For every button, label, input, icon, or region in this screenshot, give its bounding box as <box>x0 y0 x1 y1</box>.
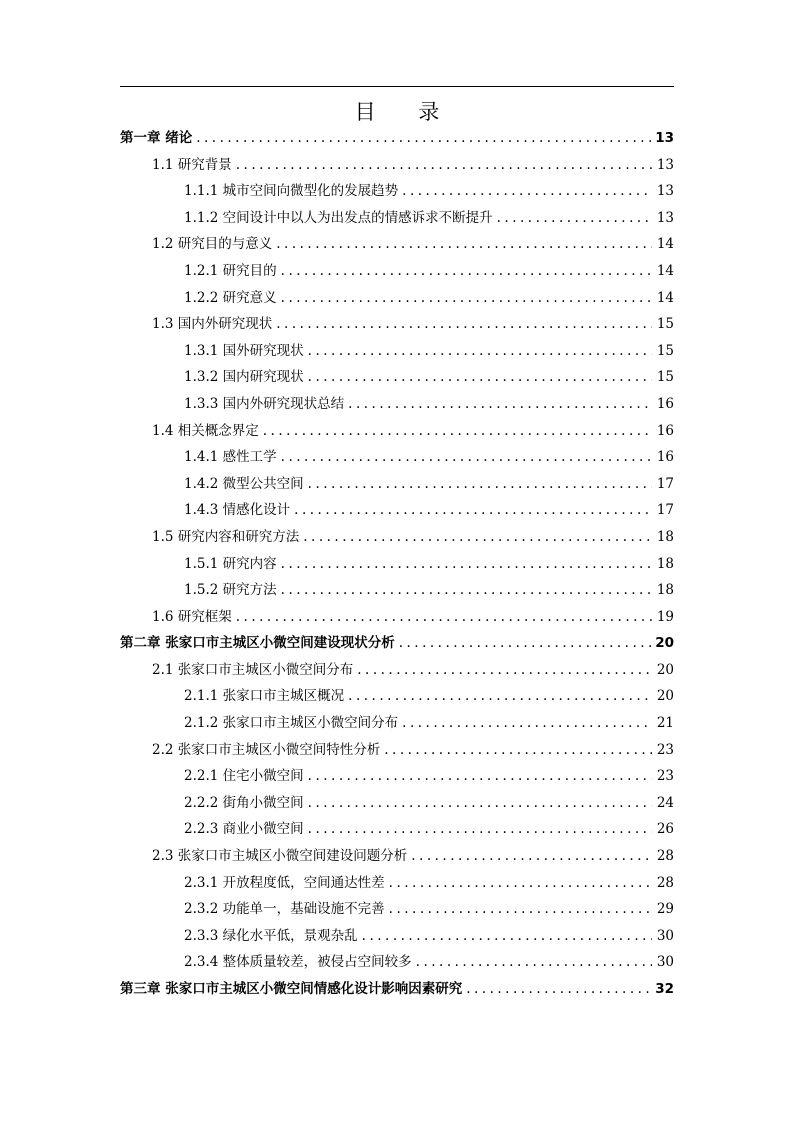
toc-page-number: 13 <box>656 156 674 173</box>
toc-page-number: 16 <box>656 395 674 412</box>
toc-leader-dots <box>357 657 652 684</box>
toc-subsection-entry[interactable] <box>120 790 674 817</box>
toc-page-number: 17 <box>656 475 674 492</box>
toc-page-number: 28 <box>656 874 674 891</box>
toc-leader-dots <box>362 923 652 950</box>
toc-subsection-entry[interactable] <box>120 710 674 737</box>
toc-entry-label: 1.2.2 研究意义 <box>184 289 277 306</box>
toc-leader-dots <box>236 152 652 179</box>
toc-subsection-entry[interactable] <box>120 285 674 312</box>
toc-entry-label: 1.1.1 城市空间向微型化的发展趋势 <box>184 183 399 200</box>
toc-entry-label: 2.3.4 整体质量较差，被侵占空间较多 <box>184 954 412 971</box>
toc-leader-dots <box>416 949 652 976</box>
toc-entry-label: 2.1.2 张家口市主城区小微空间分布 <box>184 715 399 732</box>
toc-subsection-entry[interactable] <box>120 258 674 285</box>
toc-leader-dots <box>411 843 652 870</box>
toc-page-number: 28 <box>656 848 674 865</box>
toc-subsection-entry[interactable] <box>120 949 674 976</box>
toc-entry-label: 1.4 相关概念界定 <box>152 422 259 439</box>
toc-leader-dots <box>497 205 652 232</box>
toc-entry-label: 2.2.3 商业小微空间 <box>184 821 304 838</box>
toc-leader-dots <box>294 497 652 524</box>
toc-leader-dots <box>308 471 652 498</box>
toc-entry-label: 2.2.1 住宅小微空间 <box>184 768 304 785</box>
toc-page-number: 20 <box>655 635 674 652</box>
toc-leader-dots <box>281 285 652 312</box>
toc-subsection-entry[interactable] <box>120 178 674 205</box>
toc-subsection-entry[interactable] <box>120 205 674 232</box>
toc-page-number: 14 <box>656 236 674 253</box>
toc-subsection-entry[interactable] <box>120 444 674 471</box>
toc-leader-dots <box>308 338 652 365</box>
toc-subsection-entry[interactable] <box>120 364 674 391</box>
toc-entry-label: 2.1.1 张家口市主城区概况 <box>184 688 345 705</box>
toc-leader-dots <box>308 790 652 817</box>
toc-entry-label: 2.1 张家口市主城区小微空间分布 <box>152 661 354 678</box>
toc-leader-dots <box>281 551 652 578</box>
toc-subsection-entry[interactable] <box>120 577 674 604</box>
toc-subsection-entry[interactable] <box>120 391 674 418</box>
toc-entry-label: 1.3.1 国外研究现状 <box>184 342 304 359</box>
toc-leader-dots <box>281 444 652 471</box>
toc-chapter-entry[interactable] <box>120 976 674 1003</box>
toc-entry-label: 1.6 研究框架 <box>152 608 232 625</box>
toc-leader-dots <box>308 763 652 790</box>
toc-entry-label: 1.4.2 微型公共空间 <box>184 475 304 492</box>
toc-entry-label: 2.2 张家口市主城区小微空间特性分析 <box>152 741 381 758</box>
toc-entry-label: 1.4.3 情感化设计 <box>184 502 291 519</box>
toc-subsection-entry[interactable] <box>120 551 674 578</box>
toc-subsection-entry[interactable] <box>120 870 674 897</box>
toc-page-number: 13 <box>656 183 674 200</box>
toc-page-number: 14 <box>656 262 674 279</box>
toc-page-number: 18 <box>656 528 674 545</box>
toc-chapter-entry[interactable] <box>120 630 674 657</box>
toc-leader-dots <box>466 976 651 1003</box>
toc-page-number: 19 <box>656 608 674 625</box>
toc-page-number: 16 <box>656 449 674 466</box>
toc-subsection-entry[interactable] <box>120 338 674 365</box>
toc-subsection-entry[interactable] <box>120 763 674 790</box>
toc-leader-dots <box>281 577 652 604</box>
toc-entry-label: 1.2.1 研究目的 <box>184 262 277 279</box>
toc-leader-dots <box>303 524 652 551</box>
toc-page-number: 23 <box>656 768 674 785</box>
toc-entry-label: 2.2.2 街角小微空间 <box>184 794 304 811</box>
toc-page-number: 15 <box>656 369 674 386</box>
toc-entry-label: 2.3.1 开放程度低，空间通达性差 <box>184 874 385 891</box>
toc-page-number: 15 <box>656 342 674 359</box>
toc-section-entry[interactable] <box>120 657 674 684</box>
toc-entry-label: 1.1 研究背景 <box>152 156 232 173</box>
toc-page-number: 17 <box>656 502 674 519</box>
toc-subsection-entry[interactable] <box>120 896 674 923</box>
toc-leader-dots <box>399 630 652 657</box>
toc-entry-label: 2.3.2 功能单一，基础设施不完善 <box>184 901 385 918</box>
toc-leader-dots <box>276 311 652 338</box>
toc-page-number: 20 <box>656 661 674 678</box>
header-rule <box>120 86 674 87</box>
toc-entry-label: 1.5.2 研究方法 <box>184 582 277 599</box>
toc-page-number: 23 <box>656 741 674 758</box>
toc-page-number: 13 <box>655 130 674 146</box>
toc-page-number: 30 <box>656 927 674 944</box>
toc-leader-dots <box>389 896 652 923</box>
toc-section-entry[interactable] <box>120 152 674 179</box>
toc-page-number: 30 <box>656 954 674 971</box>
toc-section-entry[interactable] <box>120 418 674 445</box>
toc-page-number: 20 <box>656 688 674 705</box>
toc-section-entry[interactable] <box>120 843 674 870</box>
toc-page-number: 26 <box>656 821 674 838</box>
toc-page-number: 15 <box>656 316 674 333</box>
toc-leader-dots <box>263 418 652 445</box>
toc-entry-label: 2.3 张家口市主城区小微空间建设问题分析 <box>152 848 408 865</box>
toc-section-entry[interactable] <box>120 231 674 258</box>
toc-section-entry[interactable] <box>120 524 674 551</box>
toc-subsection-entry[interactable] <box>120 816 674 843</box>
toc-page-number: 18 <box>656 582 674 599</box>
toc-entry-label: 1.5 研究内容和研究方法 <box>152 528 300 545</box>
toc-page-number: 16 <box>656 422 674 439</box>
toc-entry-label: 1.5.1 研究内容 <box>184 555 277 572</box>
toc-leader-dots <box>402 178 652 205</box>
toc-leader-dots <box>308 364 652 391</box>
toc-page-number: 32 <box>655 981 674 997</box>
toc-entry-label: 第一章 绪论 <box>120 130 193 146</box>
toc-subsection-entry[interactable] <box>120 497 674 524</box>
toc-leader-dots <box>276 231 652 258</box>
toc-leader-dots <box>389 870 652 897</box>
table-of-contents <box>120 125 674 1003</box>
toc-leader-dots <box>348 391 652 418</box>
toc-page-number: 29 <box>656 901 674 918</box>
toc-subsection-entry[interactable] <box>120 923 674 950</box>
toc-entry-label: 1.4.1 感性工学 <box>184 449 277 466</box>
toc-entry-label: 第三章 张家口市主城区小微空间情感化设计影响因素研究 <box>120 981 463 997</box>
toc-leader-dots <box>384 737 652 764</box>
toc-page-number: 14 <box>656 289 674 306</box>
toc-page-number: 24 <box>656 794 674 811</box>
toc-entry-label: 1.3.3 国内外研究现状总结 <box>184 395 345 412</box>
toc-page-number: 13 <box>656 209 674 226</box>
toc-page-number: 18 <box>656 555 674 572</box>
toc-leader-dots <box>308 816 652 843</box>
toc-page-number: 21 <box>656 715 674 732</box>
toc-entry-label: 1.3 国内外研究现状 <box>152 316 273 333</box>
page-title: 目 录 <box>354 100 458 124</box>
toc-chapter-entry[interactable] <box>120 125 674 152</box>
toc-leader-dots <box>402 710 652 737</box>
toc-entry-label: 1.2 研究目的与意义 <box>152 236 273 253</box>
toc-leader-dots <box>348 683 652 710</box>
toc-leader-dots <box>196 125 651 152</box>
toc-subsection-entry[interactable] <box>120 683 674 710</box>
toc-section-entry[interactable] <box>120 311 674 338</box>
toc-entry-label: 1.1.2 空间设计中以人为出发点的情感诉求不断提升 <box>184 209 493 226</box>
toc-entry-label: 2.3.3 绿化水平低，景观杂乱 <box>184 927 358 944</box>
toc-leader-dots <box>236 604 652 631</box>
toc-section-entry[interactable] <box>120 604 674 631</box>
toc-subsection-entry[interactable] <box>120 471 674 498</box>
toc-entry-label: 1.3.2 国内研究现状 <box>184 369 304 386</box>
toc-leader-dots <box>281 258 652 285</box>
toc-section-entry[interactable] <box>120 737 674 764</box>
toc-entry-label: 第二章 张家口市主城区小微空间建设现状分析 <box>120 635 395 652</box>
